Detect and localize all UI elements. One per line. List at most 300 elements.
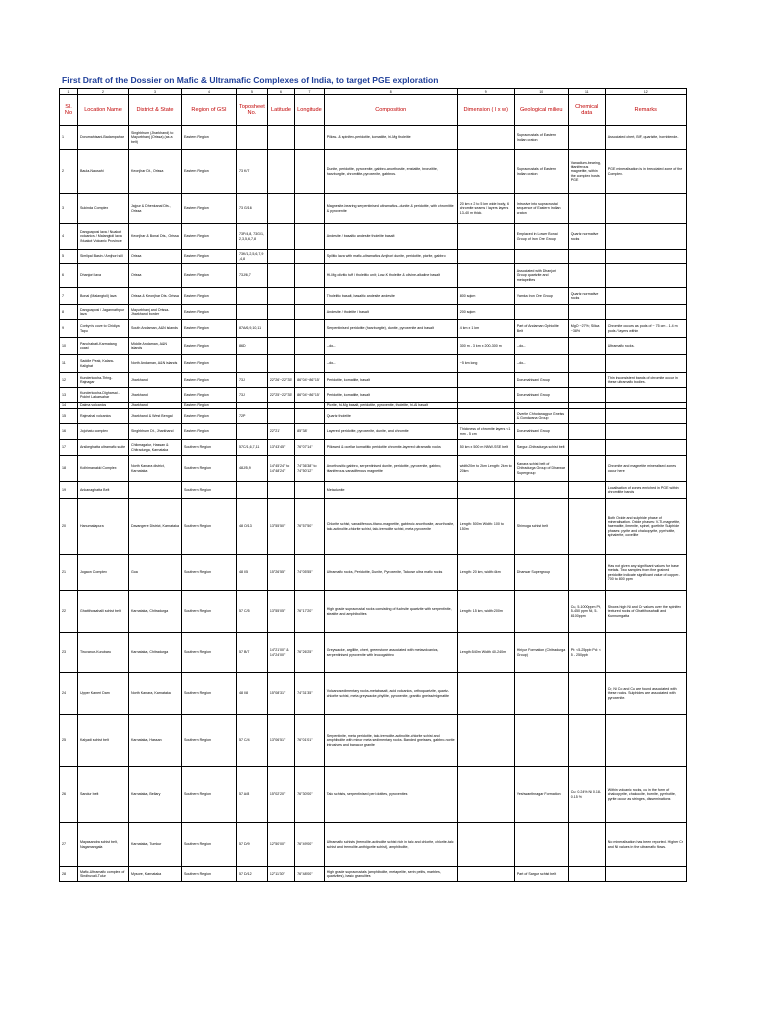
table-cell: Kunderkocha-Digharsai - Pokhri Lakarsahar <box>78 388 129 403</box>
table-cell: 26 <box>60 767 78 823</box>
column-number-cell: 11 <box>568 89 605 95</box>
table-cell: 13°43'45" <box>267 440 294 456</box>
table-cell: Eastern Region <box>182 373 237 388</box>
table-cell <box>605 388 686 403</box>
table-cell: Overlie Chhotanagpur Gneiss & Gondwana Group <box>514 409 568 424</box>
column-header: Sl. No <box>60 95 78 126</box>
table-row <box>60 288 687 305</box>
table-row <box>60 456 687 482</box>
table-cell <box>568 355 605 373</box>
table-cell: Eastern Region <box>182 288 237 305</box>
table-cell: Kalyadi schist belt <box>78 715 129 767</box>
table-cell: Middle Andaman, A&N islands <box>129 338 182 355</box>
table-row <box>60 194 687 224</box>
table-cell <box>568 126 605 150</box>
table-row <box>60 355 687 373</box>
table-cell: 18 <box>60 456 78 482</box>
table-cell: 28 <box>60 867 78 882</box>
table-row <box>60 633 687 673</box>
table-cell <box>605 288 686 305</box>
table-row <box>60 555 687 591</box>
table-cell: 300 m - 3 km x 200-300 m <box>457 338 514 355</box>
table-cell: Dorumahisani Group <box>514 373 568 388</box>
table-cell: 86°04'~86°15' <box>295 388 325 403</box>
table-cell: Mysore, Karnataka <box>129 867 182 882</box>
table-cell: 6 <box>60 264 78 288</box>
table-row <box>60 823 687 867</box>
table-cell: Sargur-Chitradurga schist belt <box>514 440 568 456</box>
table-cell: Southern Region <box>182 767 237 823</box>
table-cell: 23 <box>60 633 78 673</box>
table-cell: 12 <box>60 373 78 388</box>
table-cell: 74°05'55" <box>295 555 325 591</box>
table-cell: Eastern Region <box>182 126 237 150</box>
column-header: Dimension ( l x w) <box>457 95 514 126</box>
table-row <box>60 338 687 355</box>
table-cell <box>295 320 325 338</box>
table-cell: South Andaman, A&N islands <box>129 320 182 338</box>
table-cell: Dalma volcanics <box>78 403 129 409</box>
table-cell <box>568 305 605 320</box>
table-cell: Shimoga schist belt <box>514 499 568 555</box>
table-cell: Jharkhand & West Bengal <box>129 409 182 424</box>
column-header: Geological milieu <box>514 95 568 126</box>
dossier-table <box>59 88 687 882</box>
column-header: Longitude <box>295 95 325 126</box>
table-cell <box>457 264 514 288</box>
table-cell <box>457 224 514 250</box>
table-cell <box>237 355 268 373</box>
table-cell: Eastern Region <box>182 305 237 320</box>
table-cell <box>514 673 568 715</box>
table-cell: Thickness of chromite layers <1 mm - 5 cm <box>457 424 514 440</box>
table-cell <box>605 305 686 320</box>
table-cell: Dorumahisani Group <box>514 388 568 403</box>
table-cell: Karnataka, Bellary <box>129 767 182 823</box>
table-cell <box>457 767 514 823</box>
table-cell <box>514 482 568 499</box>
table-cell: Associated chert, BIF, quartzite, hornblende- <box>605 126 686 150</box>
table-cell <box>568 867 605 882</box>
document-title: First Draft of the Dossier on Mafic & Ultramafic Complexes of India, to target PGE exploration <box>62 75 439 85</box>
table-cell: Thin inconsistent bands of chromite occur in these ultramafic bodies. <box>605 373 686 388</box>
table-cell: Eastern Region <box>182 320 237 338</box>
table-cell: Kolhimanakki Complex <box>78 456 129 482</box>
table-cell: 2 <box>60 150 78 194</box>
table-cell <box>568 409 605 424</box>
header-row <box>60 95 687 126</box>
table-cell: Eastern Region <box>182 224 237 250</box>
table-cell <box>605 355 686 373</box>
table-row <box>60 482 687 499</box>
table-cell <box>267 250 294 264</box>
table-cell: 7 <box>60 288 78 305</box>
table-cell <box>568 424 605 440</box>
column-number-cell: 4 <box>182 89 237 95</box>
table-cell <box>295 288 325 305</box>
table-row <box>60 305 687 320</box>
table-cell: Cu, 5-1000ppm Pt, 5-450 ppm Ni, 5-8100ppm <box>568 591 605 633</box>
table-cell: 73F/4,8, 73G/1, 2,3,5,6,7,8 <box>237 224 268 250</box>
table-cell: Keonjhar & Bonai Dts., Orissa <box>129 224 182 250</box>
column-number-cell: 9 <box>457 89 514 95</box>
table-row <box>60 673 687 715</box>
table-cell: 13 <box>60 388 78 403</box>
table-cell: 14°21'00" & 14°24'00" <box>267 633 294 673</box>
table-cell: Southern Region <box>182 482 237 499</box>
table-cell: 87A/6,9,10,11 <box>237 320 268 338</box>
table-cell: Keonjhar Dt., Orissa <box>129 150 182 194</box>
table-cell: Mayasandra schist belt, Nagamangala <box>78 823 129 867</box>
table-cell: 76°01'01" <box>295 715 325 767</box>
table-cell: Part of Sargur schist belt <box>514 867 568 882</box>
table-cell: Associated with Dhanjori Group quartzite and metapelites <box>514 264 568 288</box>
table-cell: Supracrustals of Eastern Indian craton <box>514 150 568 194</box>
table-cell <box>568 250 605 264</box>
table-cell: 16 <box>60 424 78 440</box>
table-cell: Intrusive into supracrustal sequence of Eastern Indian craton <box>514 194 568 224</box>
column-header: Region of GSI <box>182 95 237 126</box>
table-cell: 13°55'50" <box>267 499 294 555</box>
table-cell: Eastern Region <box>182 150 237 194</box>
table-cell: 3 <box>60 194 78 224</box>
table-cell: Southern Region <box>182 440 237 456</box>
table-cell: 48 I/8 <box>237 673 268 715</box>
table-cell <box>295 150 325 194</box>
table-row <box>60 867 687 882</box>
table-cell: Dhanjori lava <box>78 264 129 288</box>
table-row <box>60 224 687 250</box>
table-cell: 200 sqkm <box>457 305 514 320</box>
table-cell <box>237 424 268 440</box>
table-row <box>60 250 687 264</box>
table-cell: Southern Region <box>182 499 237 555</box>
table-cell: 48 I/5 <box>237 555 268 591</box>
table-cell: 22°25'~22°35' <box>267 388 294 403</box>
table-cell: Goa <box>129 555 182 591</box>
table-cell <box>267 224 294 250</box>
table-cell <box>457 482 514 499</box>
table-cell <box>514 250 568 264</box>
table-cell: Karnataka, Chitradurga <box>129 633 182 673</box>
table-cell <box>568 373 605 388</box>
table-cell: 85°38' <box>295 424 325 440</box>
table-cell: 8 <box>60 305 78 320</box>
table-cell: Quartz tholeiite <box>324 409 457 424</box>
table-cell: Mayurbhanj and Orissa-Jharkhand border <box>129 305 182 320</box>
table-cell <box>267 194 294 224</box>
table-cell: Mafic-Ultramafic complex of Sindhuvali-Tulur <box>78 867 129 882</box>
table-cell: Tholeiitic basalt, basaltic andesite andesite <box>324 288 457 305</box>
table-cell: 800 sqkm <box>457 288 514 305</box>
table-cell: 57 A/8 <box>237 767 268 823</box>
table-cell: Sandur belt <box>78 767 129 823</box>
table-cell: Southern Region <box>182 555 237 591</box>
table-cell <box>237 126 268 150</box>
table-cell <box>295 305 325 320</box>
table-cell <box>129 482 182 499</box>
table-cell <box>457 150 514 194</box>
table-cell <box>514 715 568 767</box>
table-cell: Greywacke, argillite, chert, greenstone associated with metavolcanics, serpentinised pyroxenite with leucogabbro <box>324 633 457 673</box>
table-cell: Localisation of zones enriched in PGE within chromitite bands <box>605 482 686 499</box>
table-cell: 73K/1,2,5,6,7,9 ,4,8 <box>237 250 268 264</box>
table-row <box>60 499 687 555</box>
table-cell: 57 C/4 <box>237 715 268 767</box>
table-cell: Arsikeghatta ultramafic suite <box>78 440 129 456</box>
column-number-cell: 2 <box>78 89 129 95</box>
table-cell: 76°07'14" <box>295 440 325 456</box>
table-cell: Jogaon Complex <box>78 555 129 591</box>
table-cell: Ultramafic rocks. <box>605 338 686 355</box>
table-cell: Dharwar Supergroup <box>514 555 568 591</box>
table-cell <box>267 305 294 320</box>
table-cell: Simlipal Basin / Amjhori sill <box>78 250 129 264</box>
table-cell <box>267 409 294 424</box>
column-number-cell: 10 <box>514 89 568 95</box>
table-cell: Chlorite schist, vanadiferous-titano-magnetite, gabbroic anorthosite, anorthosite, talc-actinolite-chlorite schist, talc-tremolite schist, meta pyroxenite <box>324 499 457 555</box>
table-cell: Length: 20 km, width:4km <box>457 555 514 591</box>
table-cell: Ultramafic rocks, Peridotite, Dunite, Pyroxenite, Talcose ultra mafic rocks <box>324 555 457 591</box>
table-cell: Ghattihosahalli schist belt <box>78 591 129 633</box>
table-cell: 15 <box>60 409 78 424</box>
table-cell: --do-- <box>324 355 457 373</box>
table-cell: Within volcanic rocks, cu in the form of chalcopyrite, chalcocite, bornite, pyrrhotite, pyrite occur as stringes, disseminations <box>605 767 686 823</box>
column-number-cell: 12 <box>605 89 686 95</box>
table-cell <box>457 388 514 403</box>
table-cell: 76°17'20" <box>295 591 325 633</box>
table-row <box>60 424 687 440</box>
table-cell: Spilitic lava with mafic-ultramafics Amjhori dunite, peridotite, picrite, gabbro <box>324 250 457 264</box>
table-cell: --do-- <box>514 338 568 355</box>
table-cell: Cu: 0.24% Ni 0.18- 0.15 % <box>568 767 605 823</box>
table-row <box>60 409 687 424</box>
table-cell: Davangere District, Karnataka <box>129 499 182 555</box>
column-number-cell: 3 <box>129 89 182 95</box>
table-cell: Sukinda Complex <box>78 194 129 224</box>
table-cell: Dorumahisani Group <box>514 424 568 440</box>
table-cell <box>605 264 686 288</box>
table-cell <box>295 224 325 250</box>
table-cell: Serpentinised peridotite (harzburgite), dunite, pyroxenite and basalt <box>324 320 457 338</box>
table-cell: Eastern Region <box>182 403 237 409</box>
table-cell: 48 O/13 <box>237 499 268 555</box>
table-cell: 14°45'24" to 14°48'24" <box>267 456 294 482</box>
table-cell: Andesite / basaltic andesite tholeiite basalt <box>324 224 457 250</box>
column-header: Composition <box>324 95 457 126</box>
table-cell: Eastern Region <box>182 338 237 355</box>
column-number-cell: 6 <box>267 89 294 95</box>
table-cell: 73J <box>237 373 268 388</box>
table-cell: Anorthositic gabbro, serpentinised dunite, peridotite, pyroxenite, gabbro, titaniferous-vanadiferous magnetite <box>324 456 457 482</box>
table-cell: 57 D/9 <box>237 823 268 867</box>
table-cell: Supracrustals of Eastern Indian craton <box>514 126 568 150</box>
table-cell: --do-- <box>324 338 457 355</box>
table-cell: 14 <box>60 403 78 409</box>
table-cell <box>237 482 268 499</box>
table-row <box>60 150 687 194</box>
table-cell <box>295 194 325 224</box>
table-cell: Singhbhum Dt., Jharkhand <box>129 424 182 440</box>
table-cell: Ankanaghatta Belt <box>78 482 129 499</box>
table-cell <box>295 126 325 150</box>
table-cell: Jharkhand <box>129 403 182 409</box>
table-cell: Length: 500m Width: 100 to 150m <box>457 499 514 555</box>
table-cell: Part of Andaman Ophiolite Belt <box>514 320 568 338</box>
table-cell: 74°31'35" <box>295 673 325 715</box>
column-number-cell: 7 <box>295 89 325 95</box>
table-cell: 86D <box>237 338 268 355</box>
table-cell: Jajpur & Dhenkanal Dts., Orissa <box>129 194 182 224</box>
table-cell: Ultramafic schists (tremolite-actinolite schist rich in talc and chlorite, chlorite-talc schist and tremolite-anthigorite schist), amphibolite, <box>324 823 457 867</box>
table-cell: Jharkhand <box>129 388 182 403</box>
table-cell: 57C/1,6,7,11 <box>237 440 268 456</box>
table-cell <box>568 456 605 482</box>
table-cell: Eastern Region <box>182 409 237 424</box>
table-cell: Dunite, peridotite, pyroxenite, gabbro-anorthosite, enstatite, bronzitite, harzburgite, chromitite-pyroxenite, gabbros. <box>324 150 457 194</box>
table-cell: Chromite occurs as pods of ~ 75 cm - 1.4 m pods / layers within <box>605 320 686 338</box>
table-cell <box>295 482 325 499</box>
table-cell: Chikmagalur, Hassan & Chitradurga, Karnataka <box>129 440 182 456</box>
table-cell: High grade supracrustal rocks consisting of fuchsite quartzite with serpentinite, steatite and amphibolites <box>324 591 457 633</box>
table-cell: Eastern Region <box>182 194 237 224</box>
table-cell <box>457 373 514 388</box>
table-cell <box>295 264 325 288</box>
table-cell: Pillow- & spinifex-peridotite, komatiite, hi-Mg tholeiite <box>324 126 457 150</box>
table-cell: 9 <box>60 320 78 338</box>
table-cell <box>457 409 514 424</box>
table-cell: Eastern Region <box>182 388 237 403</box>
table-cell: Tiruvanur-Kurubaru <box>78 633 129 673</box>
table-cell: Southern Region <box>182 456 237 482</box>
table-cell <box>267 355 294 373</box>
column-header: Toposheet No. <box>237 95 268 126</box>
table-cell <box>295 250 325 264</box>
table-cell: Southern Region <box>182 823 237 867</box>
table-cell: 20 km x 2 to 5 km wide body, 6 chromite seams / layers layers 13-40 m thick. <box>457 194 514 224</box>
table-cell: 17 <box>60 440 78 456</box>
table-cell: Has not given any significant values for base metals. Two samples from fine grained peridotite indicate significant value of copper-700 to 800 ppm <box>605 555 686 591</box>
table-cell <box>295 338 325 355</box>
table-cell <box>605 409 686 424</box>
table-cell: Dangoaposi / Jagannathpur lava <box>78 305 129 320</box>
table-cell: 76°48'00" <box>295 867 325 882</box>
table-cell: Pillowed & ocellar komatiitic peridotite chromite-layered ultramafic rocks <box>324 440 457 456</box>
table-cell: Peridotite, komatiite, basalt <box>324 388 457 403</box>
table-cell: Magnesite-bearing serpentinised ultramafics--dunite & peridotite, with chromitite & pyroxenite <box>324 194 457 224</box>
table-cell: 57 C/5 <box>237 591 268 633</box>
table-cell <box>457 715 514 767</box>
table-cell: 73 G/16 <box>237 194 268 224</box>
table-cell: 76°57'50" <box>295 499 325 555</box>
table-cell: 72P <box>237 409 268 424</box>
table-cell: Jharkhand <box>129 373 182 388</box>
table-cell: Corbyn's cove to Chidiya Tapu <box>78 320 129 338</box>
table-cell <box>267 482 294 499</box>
table-cell <box>605 424 686 440</box>
table-cell: 13°55'05" <box>267 591 294 633</box>
table-cell: Orissa <box>129 264 182 288</box>
table-cell <box>514 823 568 867</box>
table-cell: Panchabati-Karmatang coast <box>78 338 129 355</box>
column-header: Location Name <box>78 95 129 126</box>
table-cell: 4 <box>60 224 78 250</box>
table-cell: 27 <box>60 823 78 867</box>
table-cell: High grade supracrustals (amphibolite, metapelite, serin pelits, marbles, quartzites), basic granulites <box>324 867 457 882</box>
table-cell: Hanumalapura <box>78 499 129 555</box>
table-cell: Hiriyur Formation (Chitradurga Group) <box>514 633 568 673</box>
table-cell: Eastern Region <box>182 250 237 264</box>
table-cell: 15°02'20" <box>267 767 294 823</box>
table-cell: Serpentinite, meta peridotite, talc-tremolite-actinolite-chlorite schist and amphibolite with minor meta sedimentary rocks. Banded gneisses, gabbro-norite intrusives and banacor granite <box>324 715 457 767</box>
table-cell: Saddle Peak, Kalara-Kalighat <box>78 355 129 373</box>
table-cell: 11 <box>60 355 78 373</box>
table-cell: 73J <box>237 388 268 403</box>
table-cell: Peridotite, komatiite, basalt <box>324 373 457 388</box>
table-cell: North Andaman, A&N islands <box>129 355 182 373</box>
table-cell: Emplaced in Lower Bonai Group of Iron Ore Group <box>514 224 568 250</box>
table-cell <box>514 591 568 633</box>
table-cell: 12°11'30" <box>267 867 294 882</box>
table-cell: Quartz normative rocks <box>568 224 605 250</box>
table-cell: Pt: <5-25ppb Pd: < 5 - 250ppb <box>568 633 605 673</box>
table-cell: Eastern Region <box>182 264 237 288</box>
table-row <box>60 373 687 388</box>
table-cell: Quartz normative rocks <box>568 288 605 305</box>
table-cell: Karnataka, Hassan <box>129 715 182 767</box>
table-cell <box>457 250 514 264</box>
table-cell <box>568 440 605 456</box>
table-cell: 57 B/7 <box>237 633 268 673</box>
table-cell <box>267 264 294 288</box>
table-cell: 25 <box>60 715 78 767</box>
table-cell <box>605 867 686 882</box>
table-row <box>60 591 687 633</box>
table-cell: 86°04'~86°15' <box>295 373 325 388</box>
table-cell: --do-- <box>514 355 568 373</box>
table-cell: 22°21' <box>267 424 294 440</box>
table-cell: 48J/5,9 <box>237 456 268 482</box>
column-header: District & State <box>129 95 182 126</box>
table-cell: Southern Region <box>182 591 237 633</box>
table-row <box>60 767 687 823</box>
table-cell: MgO ~27%; Silica ~38% <box>568 320 605 338</box>
table-cell: 22°26'~22°35' <box>267 373 294 388</box>
table-cell: Karnataka, Tumkur <box>129 823 182 867</box>
table-cell <box>568 338 605 355</box>
table-cell: 15°08'31" <box>267 673 294 715</box>
table-cell <box>568 194 605 224</box>
table-row <box>60 715 687 767</box>
table-cell: 57 D/12 <box>237 867 268 882</box>
table-cell: Yeshwanthnagar Formation <box>514 767 568 823</box>
table-cell <box>568 388 605 403</box>
table-cell: Eastern Region <box>182 355 237 373</box>
table-cell <box>605 440 686 456</box>
table-cell <box>295 355 325 373</box>
table-cell <box>457 823 514 867</box>
table-cell: 5 <box>60 250 78 264</box>
table-cell: Dorumahisani-Badampahar <box>78 126 129 150</box>
table-cell: Layered peridotite, pyroxenite, dunite, and chromite <box>324 424 457 440</box>
table-cell: Bonai (Malangtoli) lava <box>78 288 129 305</box>
table-cell: 20 <box>60 499 78 555</box>
table-cell: PGE mineralisation is in brecciated zone of the Complex. <box>605 150 686 194</box>
table-cell: 12°50'00" <box>267 823 294 867</box>
table-cell: North Kanara, Karnataka <box>129 673 182 715</box>
table-row <box>60 388 687 403</box>
table-cell: Hi-Mg olivitic tuff / tholeiitic unit; Low-K tholeiite & olivine-alkaline basalt <box>324 264 457 288</box>
